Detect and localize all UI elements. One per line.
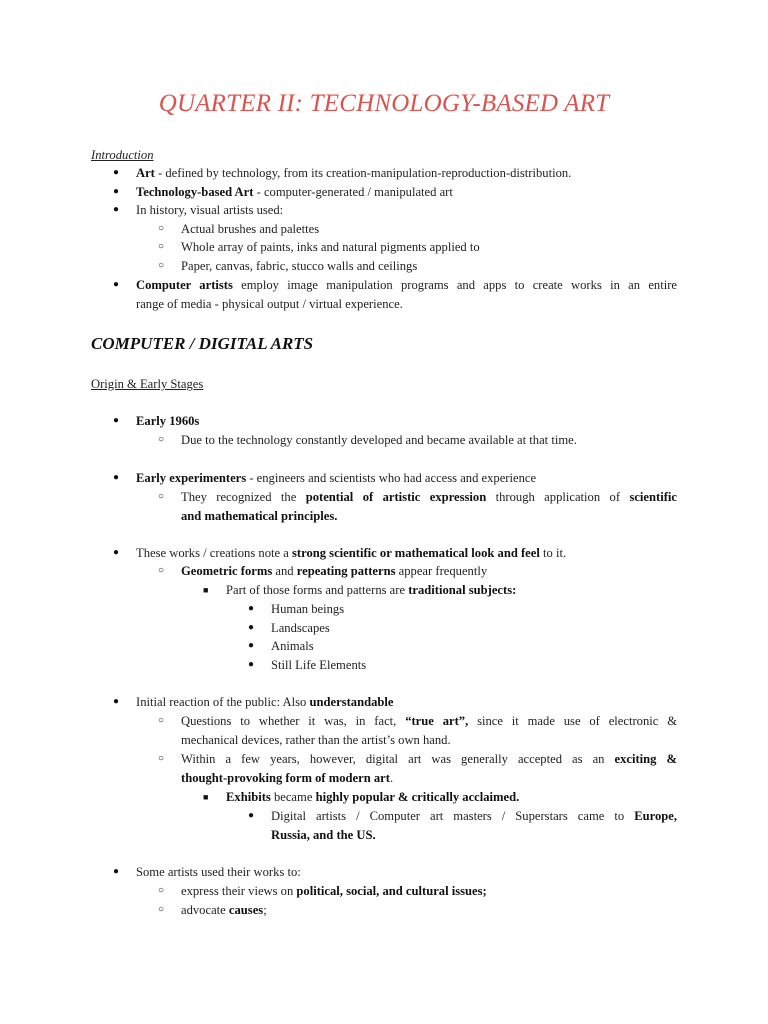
subject-item: Still Life Elements	[271, 658, 367, 672]
history-sub-item: Whole array of paints, inks and natural pigments applied to	[181, 240, 480, 254]
history-sub-item: Actual brushes and palettes	[181, 222, 320, 236]
history-sub-item: Paper, canvas, fabric, stucco walls and ceilings	[181, 259, 418, 273]
true-art-item: Questions to whether it was, in fact, “true art”, since it made use of electronic &	[181, 714, 677, 728]
within-years-item: Within a few years, however, digital art was generally accepted as an exciting &	[181, 752, 678, 766]
bullet-disc	[113, 469, 119, 487]
bullet-disc	[248, 637, 254, 655]
bullet-circle	[158, 712, 164, 730]
true-art-continued: mechanical devices, rather than the artist’s own hand.	[181, 733, 451, 747]
bullet-square	[203, 581, 208, 600]
within-years-continued: thought-provoking form of modern art.	[181, 771, 394, 785]
bullet-circle	[158, 220, 164, 238]
bullet-circle	[158, 750, 164, 768]
intro-tech-item: Technology-based Art - computer-generated / manipulated art	[136, 185, 453, 199]
experimenters-sub-continued: and mathematical principles.	[181, 509, 338, 523]
intro-art-item: Art - defined by technology, from its creation-manipulation-reproduction-distribution.	[136, 166, 572, 180]
bullet-disc	[113, 693, 119, 711]
exhibits-item: Exhibits became highly popular & critically acclaimed.	[226, 790, 520, 804]
intro-heading: Introduction	[91, 148, 154, 162]
bullet-circle	[158, 488, 164, 506]
bullet-disc	[248, 619, 254, 637]
bullet-circle	[158, 882, 164, 900]
subject-item: Landscapes	[271, 621, 330, 635]
bullet-disc	[113, 276, 119, 294]
early-1960s-sub: Due to the technology constantly developed and became available at that time.	[181, 433, 577, 447]
bullet-disc	[113, 544, 119, 562]
geometric-forms-item: Geometric forms and repeating patterns appear frequently	[181, 564, 488, 578]
bullet-circle	[158, 431, 164, 449]
experimenters-item: Early experimenters - engineers and scientists who had access and experience	[136, 471, 537, 485]
bullet-disc	[113, 412, 119, 430]
intro-history-item: In history, visual artists used:	[136, 203, 284, 217]
subject-item: Animals	[271, 639, 314, 653]
digital-artists-item: Digital artists / Computer art masters / Superstars came to Europe,	[271, 809, 677, 823]
bullet-disc	[113, 863, 119, 881]
some-artists-item: Some artists used their works to:	[136, 865, 301, 879]
subject-item: Human beings	[271, 602, 345, 616]
experimenters-sub: They recognized the potential of artistic expression through application of scientific	[181, 490, 677, 504]
section-subheading: Origin & Early Stages	[91, 377, 204, 391]
traditional-subjects-item: Part of those forms and patterns are traditional subjects:	[226, 583, 517, 597]
works-item: These works / creations note a strong scientific or mathematical look and feel to it.	[136, 546, 567, 560]
bullet-disc	[248, 807, 254, 825]
reaction-item: Initial reaction of the public: Also understandable	[136, 695, 394, 709]
bullet-circle	[158, 257, 164, 275]
bullet-disc	[113, 183, 119, 201]
bullet-disc	[248, 600, 254, 618]
bullet-circle	[158, 562, 164, 580]
bullet-disc	[248, 656, 254, 674]
bullet-circle	[158, 901, 164, 919]
digital-artists-continued: Russia, and the US.	[271, 828, 376, 842]
bullet-square	[203, 788, 208, 807]
computer-artists-item: Computer artists employ image manipulation programs and apps to create works in an entire	[136, 278, 677, 292]
bullet-circle	[158, 238, 164, 256]
early-1960s-item: Early 1960s	[136, 414, 200, 428]
express-views-item: express their views on political, social, and cultural issues;	[181, 884, 487, 898]
advocate-item: advocate causes;	[181, 903, 267, 917]
page-title: QUARTER II: TECHNOLOGY-BASED ART	[158, 90, 610, 117]
computer-artists-continued: range of media - physical output / virtual experience.	[136, 297, 403, 311]
bullet-disc	[113, 201, 119, 219]
section-heading: COMPUTER / DIGITAL ARTS	[91, 334, 314, 353]
bullet-disc	[113, 164, 119, 182]
